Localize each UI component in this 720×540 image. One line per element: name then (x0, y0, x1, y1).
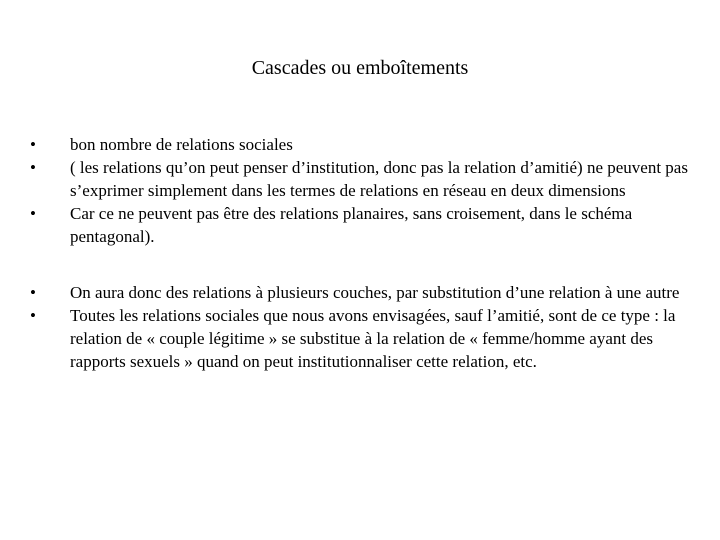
bullet-text: bon nombre de relations sociales (70, 135, 293, 154)
slide-title: Cascades ou emboîtements (251, 57, 469, 79)
bullet-marker: • (30, 158, 36, 177)
bullet-text: On aura donc des relations à plusieurs couches, par substitution d’une relation à une autre (70, 283, 680, 302)
bullet-marker: • (30, 306, 36, 325)
bullet-marker: • (30, 283, 36, 302)
bullet-item (30, 304, 690, 373)
bullet-item (30, 202, 690, 248)
bullet-text: Car ce ne peuvent pas être des relations planaires, sans croisement, dans le schéma pentagonal). (70, 204, 633, 246)
bullet-item (30, 133, 690, 156)
bullet-marker: • (30, 204, 36, 223)
bullet-text: Toutes les relations sociales que nous avons envisagées, sauf l’amitié, sont de ce type : la relation de « couple légitime » se substitue à la relation de « femme/homme ayant des rapports sexuels » quand on peut institutionnaliser cette relation, etc. (70, 306, 676, 371)
bullet-list (30, 133, 690, 373)
bullet-text: ( les relations qu’on peut penser d’institution, donc pas la relation d’amitié) ne peuvent pas s’exprimer simplement dans les termes de relations en réseau en deux dimensions (70, 158, 688, 200)
bullet-marker: • (30, 135, 36, 154)
bullet-item (30, 156, 690, 202)
bullet-item (30, 281, 690, 304)
